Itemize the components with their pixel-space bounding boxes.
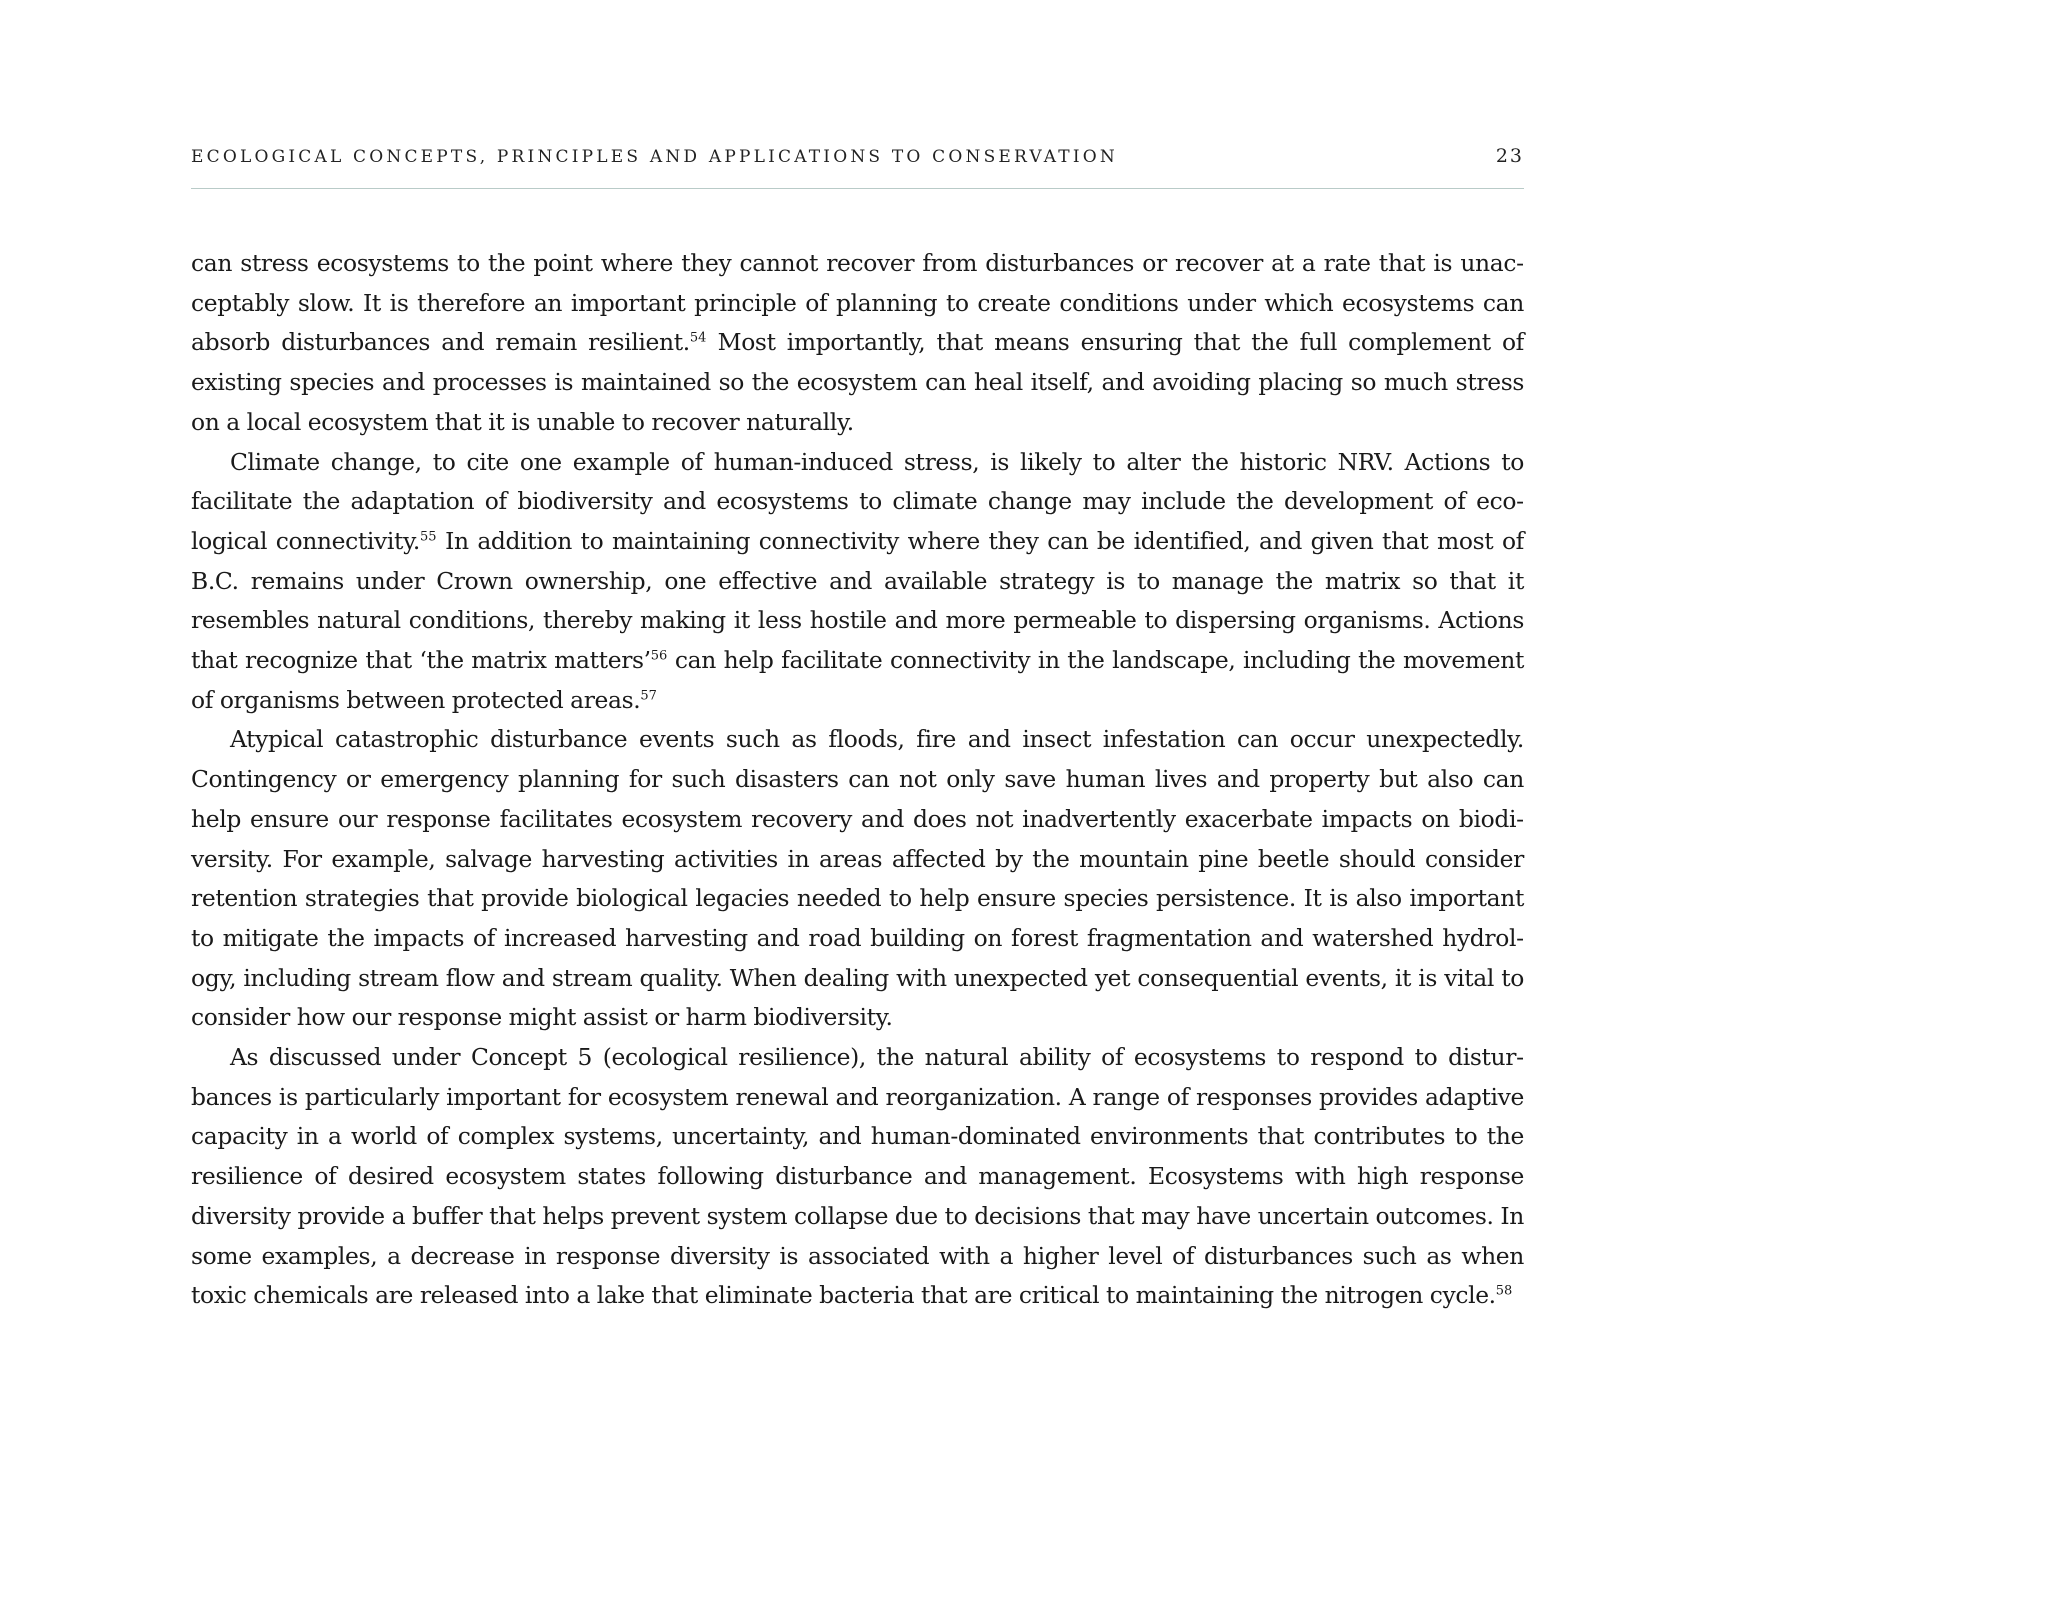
paragraph-1 [191,244,1524,443]
footnote-ref-54: 54 [689,330,707,346]
body-text [191,244,1524,1316]
paragraph-4 [191,1038,1524,1316]
footnote-ref-56: 56 [650,648,668,664]
text-run: As discussed under Concept 5 (ecological resilience), the natural ability of ecosystems to respond to disturbances is particularly important for ecosystem renewal and reorganization. A range of responses provides adaptive capacity in a world of complex systems, uncertainty, and human-dominated environments that contributes to the resilience of desired ecosystem states following disturbance and management. Ecosystems with high response diversity provide a buffer that helps prevent system collapse due to decisions that may have uncertain outcomes. In some examples, a decrease in response diversity is associated with a higher level of disturbances such as when toxic chemicals are released into a lake that eliminate bacteria that are critical to maintaining the nitrogen cycle. [191,1043,1524,1310]
text-run: can stress ecosystems to the point where they cannot recover from disturbances or recover at a rate that is unacceptably slow. It is therefore an important principle of planning to create conditions under which ecosystems can absorb disturbances and remain resilient. [191,249,1524,357]
page-number: 23 [1495,145,1524,167]
header-divider [191,188,1524,189]
text-run: Atypical catastrophic disturbance events such as floods, fire and insect infestation can occur unexpectedly. Contingency or emergency planning for such disasters can not only save human lives and property but also can help ensure our response facilitates ecosystem recovery and does not inadvertently exacerbate impacts on biodiversity. For example, salvage harvesting activities in areas affected by the mountain pine beetle should consider retention strategies that provide biological legacies needed to help ensure species persistence. It is also important to mitigate the impacts of increased harvesting and road building on forest fragmentation and watershed hydrology, including stream flow and stream quality. When dealing with unexpected yet consequential events, it is vital to consider how our response might assist or harm biodiversity. [191,725,1524,1032]
footnote-ref-58: 58 [1495,1283,1513,1299]
text-run: In addition to maintaining connectivity where they can be identified, and given that most of B.C. remains under Crown ownership, one effective and available strategy is to manage the matrix so that it resembles natural conditions, thereby making it less hostile and more permeable to dispersing organisms. Actions that recognize that ‘the matrix matters’ [191,526,1524,675]
text-run: Climate change, to cite one example of human-induced stress, is likely to alter the historic NRV. Actions to facilitate the adaptation of biodiversity and ecosystems to climate change may include the development of ecological connectivity. [191,447,1524,555]
text-run: can help facilitate connectivity in the landscape, including the movement of organisms between protected areas. [191,646,1524,714]
paragraph-2 [191,443,1524,721]
running-header [191,145,1524,167]
footnote-ref-57: 57 [640,688,657,704]
text-run: Most importantly, that means ensuring that the full complement of existing species and processes is maintained so the ecosystem can heal itself, and avoiding placing so much stress on a local ecosystem that it is unable to recover naturally. [191,328,1524,436]
footnote-ref-55: 55 [419,529,437,545]
paragraph-3 [191,720,1524,1038]
running-title: ECOLOGICAL CONCEPTS, PRINCIPLES AND APPLICATIONS TO CONSERVATION [191,147,1118,167]
